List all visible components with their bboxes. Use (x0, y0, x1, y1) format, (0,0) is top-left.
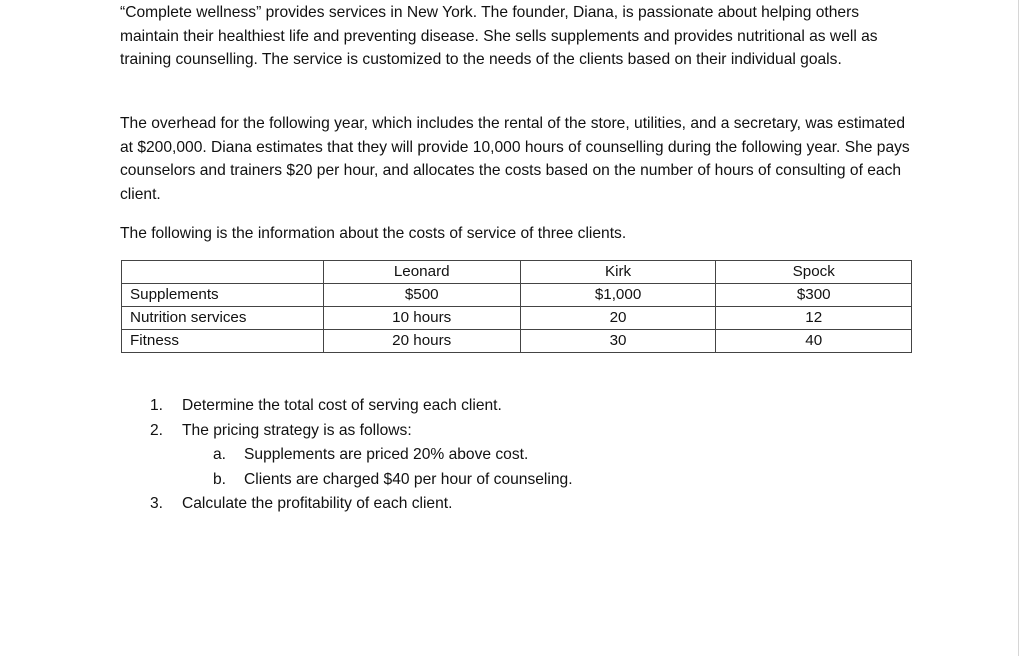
question-number: 1. (150, 397, 164, 414)
question-number: 2. (150, 421, 164, 439)
overhead-paragraph: The overhead for the following year, which includes the rental of the store, utilities, and a secretary, was estimated at $200,000. Diana estimates that they will provide 10,000 hours of counselling during the following year. She pays counselors and trainers $20 per hour, and allocates the costs based on the number of hours of consulting of each client. (120, 115, 910, 203)
table-intro-paragraph: The following is the information about the costs of service of three clients. (120, 225, 627, 242)
sub-item-text: Clients are charged $40 per hour of counseling. (244, 470, 573, 488)
row-label-fitness: Fitness (122, 330, 324, 353)
table-header-row (122, 261, 912, 284)
question-number: 3. (150, 495, 164, 512)
question-item (150, 394, 573, 419)
question-text: Determine the total cost of serving each client. (182, 397, 502, 414)
sub-item (213, 468, 573, 493)
table-cell: $300 (716, 284, 912, 307)
client-name-spock: Spock (716, 261, 912, 284)
table-cell: 30 (520, 330, 716, 353)
row-label-supplements: Supplements (122, 284, 324, 307)
question-item (150, 419, 573, 493)
table-row (122, 330, 912, 353)
row-label-nutrition: Nutrition services (122, 307, 324, 330)
question-text: The pricing strategy is as follows: (182, 421, 412, 439)
intro-paragraph: “Complete wellness” provides services in New York. The founder, Diana, is passionate about helping others maintain their healthiest life and preventing disease. She sells supplements and provides nutritional as well as training counselling. The service is customized to the needs of the clients based on their individual goals. (120, 4, 878, 68)
sub-item-letter: a. (213, 446, 227, 463)
table-cell: 10 hours (323, 307, 520, 330)
table-row (122, 284, 912, 307)
table-row (122, 307, 912, 330)
table-cell: $500 (323, 284, 520, 307)
client-costs-table (121, 260, 912, 353)
table-cell: 20 (520, 307, 716, 330)
table-cell: 12 (716, 307, 912, 330)
sub-item (213, 443, 573, 468)
sub-item-text: Supplements are priced 20% above cost. (244, 446, 529, 463)
sub-item-letter: b. (213, 470, 227, 488)
table-cell: 40 (716, 330, 912, 353)
client-name-kirk: Kirk (520, 261, 716, 284)
question-list (150, 394, 573, 517)
client-name-leonard: Leonard (323, 261, 520, 284)
question-text: Calculate the profitability of each client. (182, 495, 453, 512)
question-item (150, 492, 573, 517)
table-corner-cell (122, 261, 324, 284)
table-cell: 20 hours (323, 330, 520, 353)
table-cell: $1,000 (520, 284, 716, 307)
pricing-sublist (182, 443, 573, 492)
